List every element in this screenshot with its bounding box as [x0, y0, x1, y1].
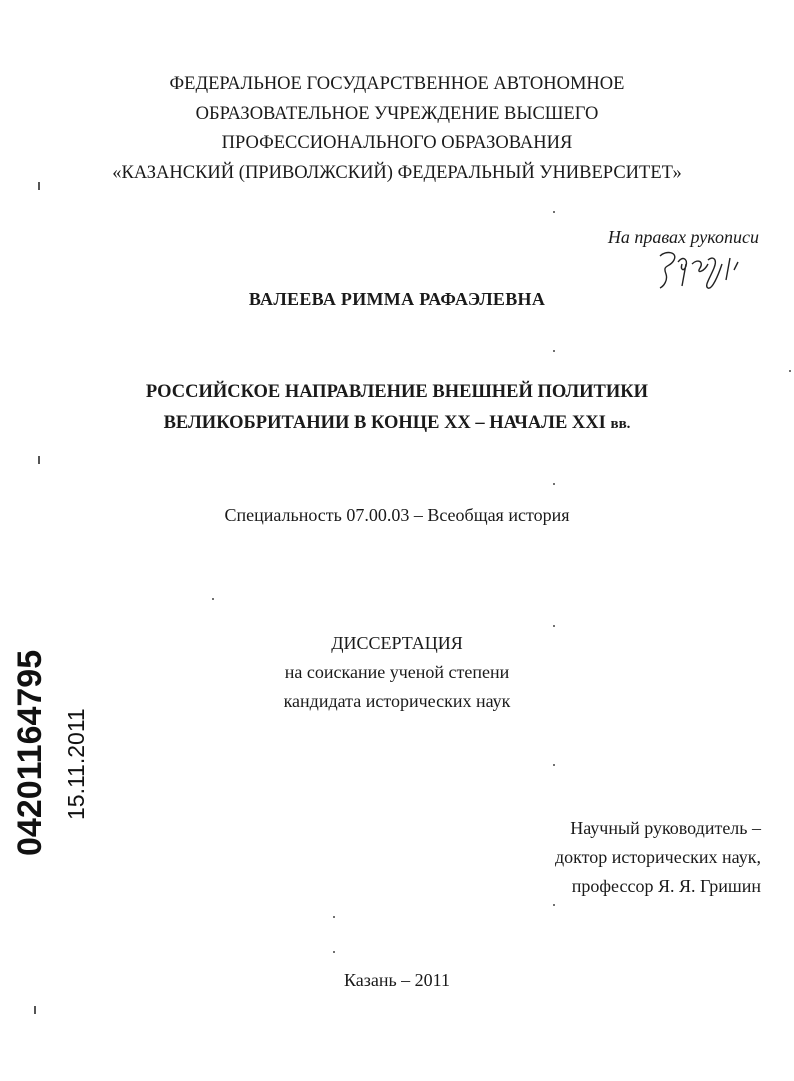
scan-speck	[333, 916, 335, 918]
signature-icon	[652, 246, 748, 292]
title-line-1: РОССИЙСКОЕ НАПРАВЛЕНИЕ ВНЕШНЕЙ ПОЛИТИКИ	[145, 382, 649, 402]
scan-speck	[553, 350, 555, 352]
title-line-2-main: ВЕЛИКОБРИТАНИИ В КОНЦЕ XX – НАЧАЛЕ XXI	[163, 413, 606, 433]
organization-line-4: «КАЗАНСКИЙ (ПРИВОЛЖСКИЙ) ФЕДЕРАЛЬНЫЙ УНИВЕРСИТЕТ»	[112, 162, 682, 183]
dissertation-title	[0, 377, 794, 440]
organization-line-3: ПРОФЕССИОНАЛЬНОГО ОБРАЗОВАНИЯ	[221, 133, 573, 153]
dissertation-info	[0, 629, 794, 716]
stamp-date: 15.11.2011	[63, 708, 89, 820]
scan-speck	[789, 370, 791, 372]
library-stamp	[10, 630, 100, 860]
advisor-line-1: Научный руководитель –	[570, 818, 761, 838]
advisor-line-3: профессор Я. Я. Гришин	[571, 876, 761, 896]
scan-mark	[38, 182, 40, 190]
title-line-2	[0, 408, 794, 440]
organization-header	[0, 70, 794, 188]
scientific-advisor	[555, 814, 761, 901]
city-year: Казань – 2011	[343, 970, 451, 990]
stamp-number: 04201164795	[11, 649, 49, 856]
dissertation-degree: кандидата исторических наук	[283, 691, 511, 711]
organization-line-2: ОБРАЗОВАТЕЛЬНОЕ УЧРЕЖДЕНИЕ ВЫСШЕГО	[195, 103, 599, 124]
author-name: ВАЛЕЕВА РИММА РАФАЭЛЕВНА	[248, 289, 546, 309]
dissertation-type: ДИССЕРТАЦИЯ	[331, 633, 463, 653]
scan-speck	[553, 211, 555, 213]
scan-speck	[553, 483, 555, 485]
specialty: Специальность 07.00.03 – Всеобщая история	[224, 505, 570, 525]
scan-speck	[553, 764, 555, 766]
scan-mark	[38, 456, 40, 464]
title-line-2-suffix: вв.	[610, 416, 631, 432]
scan-speck	[553, 904, 555, 906]
scan-mark	[34, 1006, 36, 1014]
manuscript-note: На правах рукописи	[607, 227, 759, 247]
scan-speck	[333, 951, 335, 953]
dissertation-purpose: на соискание ученой степени	[284, 662, 510, 682]
scan-speck	[212, 598, 214, 600]
advisor-line-2: доктор исторических наук,	[555, 847, 761, 867]
organization-line-1: ФЕДЕРАЛЬНОЕ ГОСУДАРСТВЕННОЕ АВТОНОМНОЕ	[169, 74, 625, 94]
scan-speck	[553, 625, 555, 627]
